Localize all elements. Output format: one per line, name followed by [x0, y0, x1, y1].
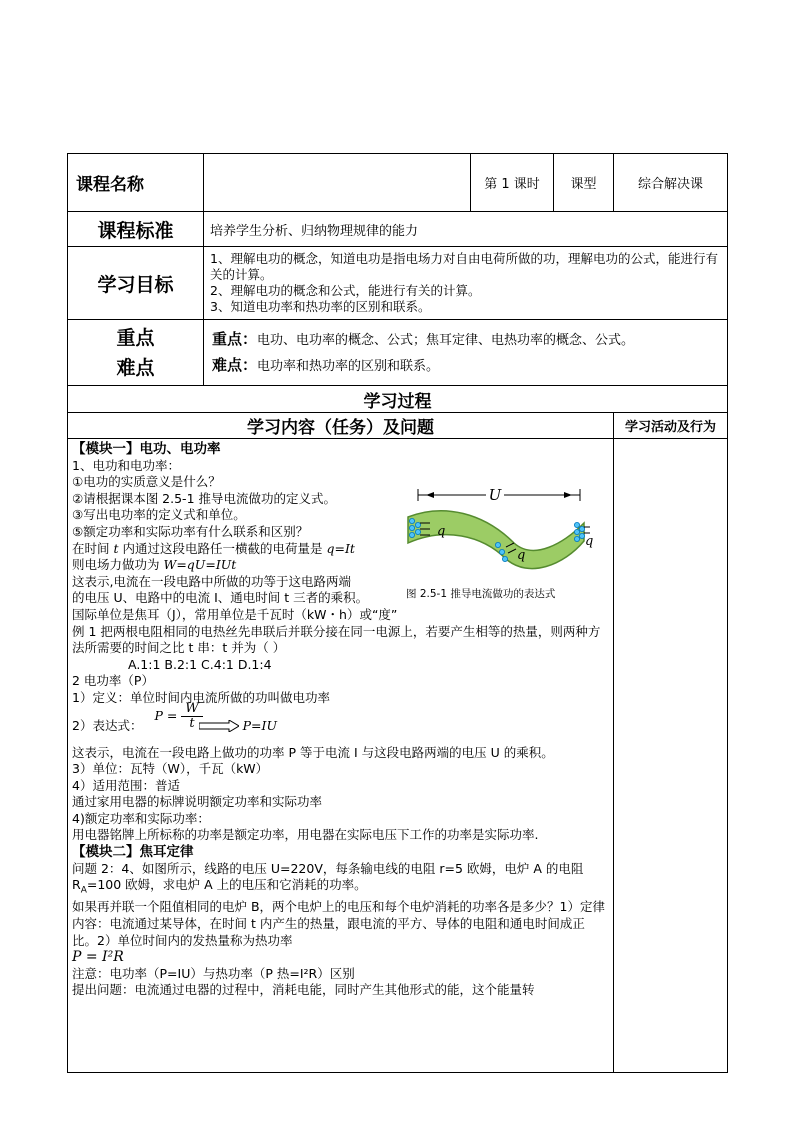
activity-header: 学习活动及行为 — [614, 413, 728, 439]
module2-title: 【模块二】焦耳定律 — [72, 844, 194, 861]
text-line: 1）定义：单位时间内电流所做的功叫做电功率 — [72, 689, 330, 705]
objectives-row — [68, 247, 728, 320]
text-line: 在时间 t 内通过这段电路任一横截的电荷量是 q=It — [72, 540, 355, 556]
difficulty-text: 电功率和热功率的区别和联系。 — [257, 358, 440, 374]
text-line: ①电功的实质意义是什么？ — [72, 474, 221, 490]
process-content-row — [68, 439, 728, 1073]
problem-2: 问题 2：4、如图所示，线路的电压 U=220V，每条输电线的电阻 r=5 欧姆，电炉 A 的电阻 $R_A=100$ 欧姆，求电炉 A 上的电压和它消耗的功率。 — [72, 860, 584, 896]
figure-caption: 图 2.5-1 推导电流做功的表达式 — [406, 588, 556, 600]
conductor-diagram-icon — [404, 483, 596, 601]
text-line: 3）单位：瓦特（W），千瓦（kW） — [72, 761, 269, 777]
q-label: q — [517, 548, 526, 563]
standard-row — [68, 212, 728, 247]
text-line: ③写出电功率的定义式和单位。 — [72, 507, 246, 523]
objective-item: 3、知道电功率和热功率的区别和联系。 — [210, 299, 431, 314]
keypoints-content — [204, 320, 728, 386]
arrow-icon — [199, 720, 239, 732]
content-header: 学习内容（任务）及问题 — [68, 413, 614, 439]
q-label: q — [585, 534, 594, 549]
text-line: 1、电功和电功率： — [72, 457, 180, 473]
power-fraction: P = $\frac{W}{t}$ — [154, 697, 202, 735]
example-options: A.1:1 B.2:1 C.4:1 D.1:4 — [128, 656, 272, 672]
text-line: 用电器铭牌上所标称的功率是额定功率，用电器在实际电压下工作的功率是实际功率. — [72, 827, 539, 843]
content-body — [68, 439, 613, 1072]
objectives-list — [204, 247, 728, 320]
keypoints-label — [68, 320, 204, 386]
text-line: 国际单位是焦耳（J），常用单位是千瓦时（kW・h）或“度” — [72, 606, 398, 622]
process-title-row — [68, 386, 728, 413]
text-line: 2 电功率（P） — [72, 673, 154, 689]
objectives-label: 学习目标 — [68, 247, 204, 320]
text-line: 提出问题：电流通过电器的过程中，消耗电能，同时产生其他形式的能，这个能量转 — [72, 982, 535, 998]
difficulty-prefix: 难点： — [212, 355, 258, 374]
course-name-value — [204, 154, 471, 212]
text-line: 通过家用电器的标牌说明额定功率和实际功率 — [72, 794, 323, 810]
text-line: 这表示,电流在一段电路中所做的功等于这电路两端 — [72, 573, 351, 589]
standard-text: 培养学生分析、归纳物理规律的能力 — [204, 212, 728, 247]
text-line: ②请根据课本图 2.5-1 推导电流做功的定义式。 — [72, 490, 336, 506]
q-label: q — [437, 524, 446, 539]
joule-formula: P = I²R — [72, 949, 124, 966]
standard-label: 课程标准 — [68, 212, 204, 247]
text-line: 注意：电功率（P=IU）与热功率（P 热=I²R）区别 — [72, 965, 355, 981]
content-cell — [68, 439, 614, 1073]
u-label: U — [488, 486, 502, 504]
activity-cell — [614, 439, 728, 1073]
text-line: 如果再并联一个阻值相同的电炉 B，两个电炉上的电压和每个电炉消耗的功率各是多少？1）定律内容：电流通过某导体，在时间 t 内产生的热量，跟电流的平方、导体的电阻和通电时间成正比。2）单位时间内的发热量称为热功率 — [72, 899, 606, 948]
text-line: 的电压 U、电路中的电流 I、通电时间 t 三者的乘积。 — [72, 590, 369, 606]
text-line: 4)额定功率和实际功率： — [72, 810, 210, 826]
objective-item: 2、理解电功的概念和公式，能进行有关的计算。 — [210, 283, 481, 298]
difficulty-label: 难点 — [116, 356, 155, 379]
objective-item: 1、理解电功的概念，知道电功是指电场力对自由电荷所做的功，理解电功的公式，能进行有关的计算。 — [210, 251, 718, 282]
course-name-row — [68, 154, 728, 212]
process-header-row — [68, 413, 728, 439]
text-line: 4）适用范围：普适 — [72, 777, 180, 793]
key-prefix: 重点： — [212, 329, 258, 348]
keypoints-row — [68, 320, 728, 386]
course-name-label: 课程名称 — [68, 154, 204, 212]
formula-line: 2）表达式： P = $\frac{W}{t}$ P=IU — [72, 707, 609, 745]
example-1: 例 1 把两根电阻相同的电热丝先串联后并联分接在同一电源上，若要产生相等的热量，则两种方法所需要的时间之比 t 串：t 并为（ ） — [72, 623, 601, 656]
text-line: 这表示，电流在一段电路上做功的功率 P 等于电流 I 与这段电路两端的电压 U 的乘积。 — [72, 744, 554, 760]
text-line: ⑤额定功率和实际功率有什么联系和区别？ — [72, 523, 309, 539]
key-label: 重点 — [116, 326, 155, 349]
key-text: 电功、电功率的概念、公式；焦耳定律、电热功率的概念、公式。 — [257, 332, 635, 348]
process-title: 学习过程 — [68, 386, 728, 413]
module1-title: 【模块一】电功、电功率 — [72, 441, 221, 457]
text-line: 则电场力做功为 W=qU=IUt — [72, 557, 237, 573]
lesson-plan-table — [67, 153, 728, 1073]
type-label: 课型 — [554, 154, 614, 212]
figure-2-5-1 — [404, 483, 596, 601]
type-value: 综合解决课 — [614, 154, 728, 212]
lesson-number: 第 1 课时 — [471, 154, 554, 212]
